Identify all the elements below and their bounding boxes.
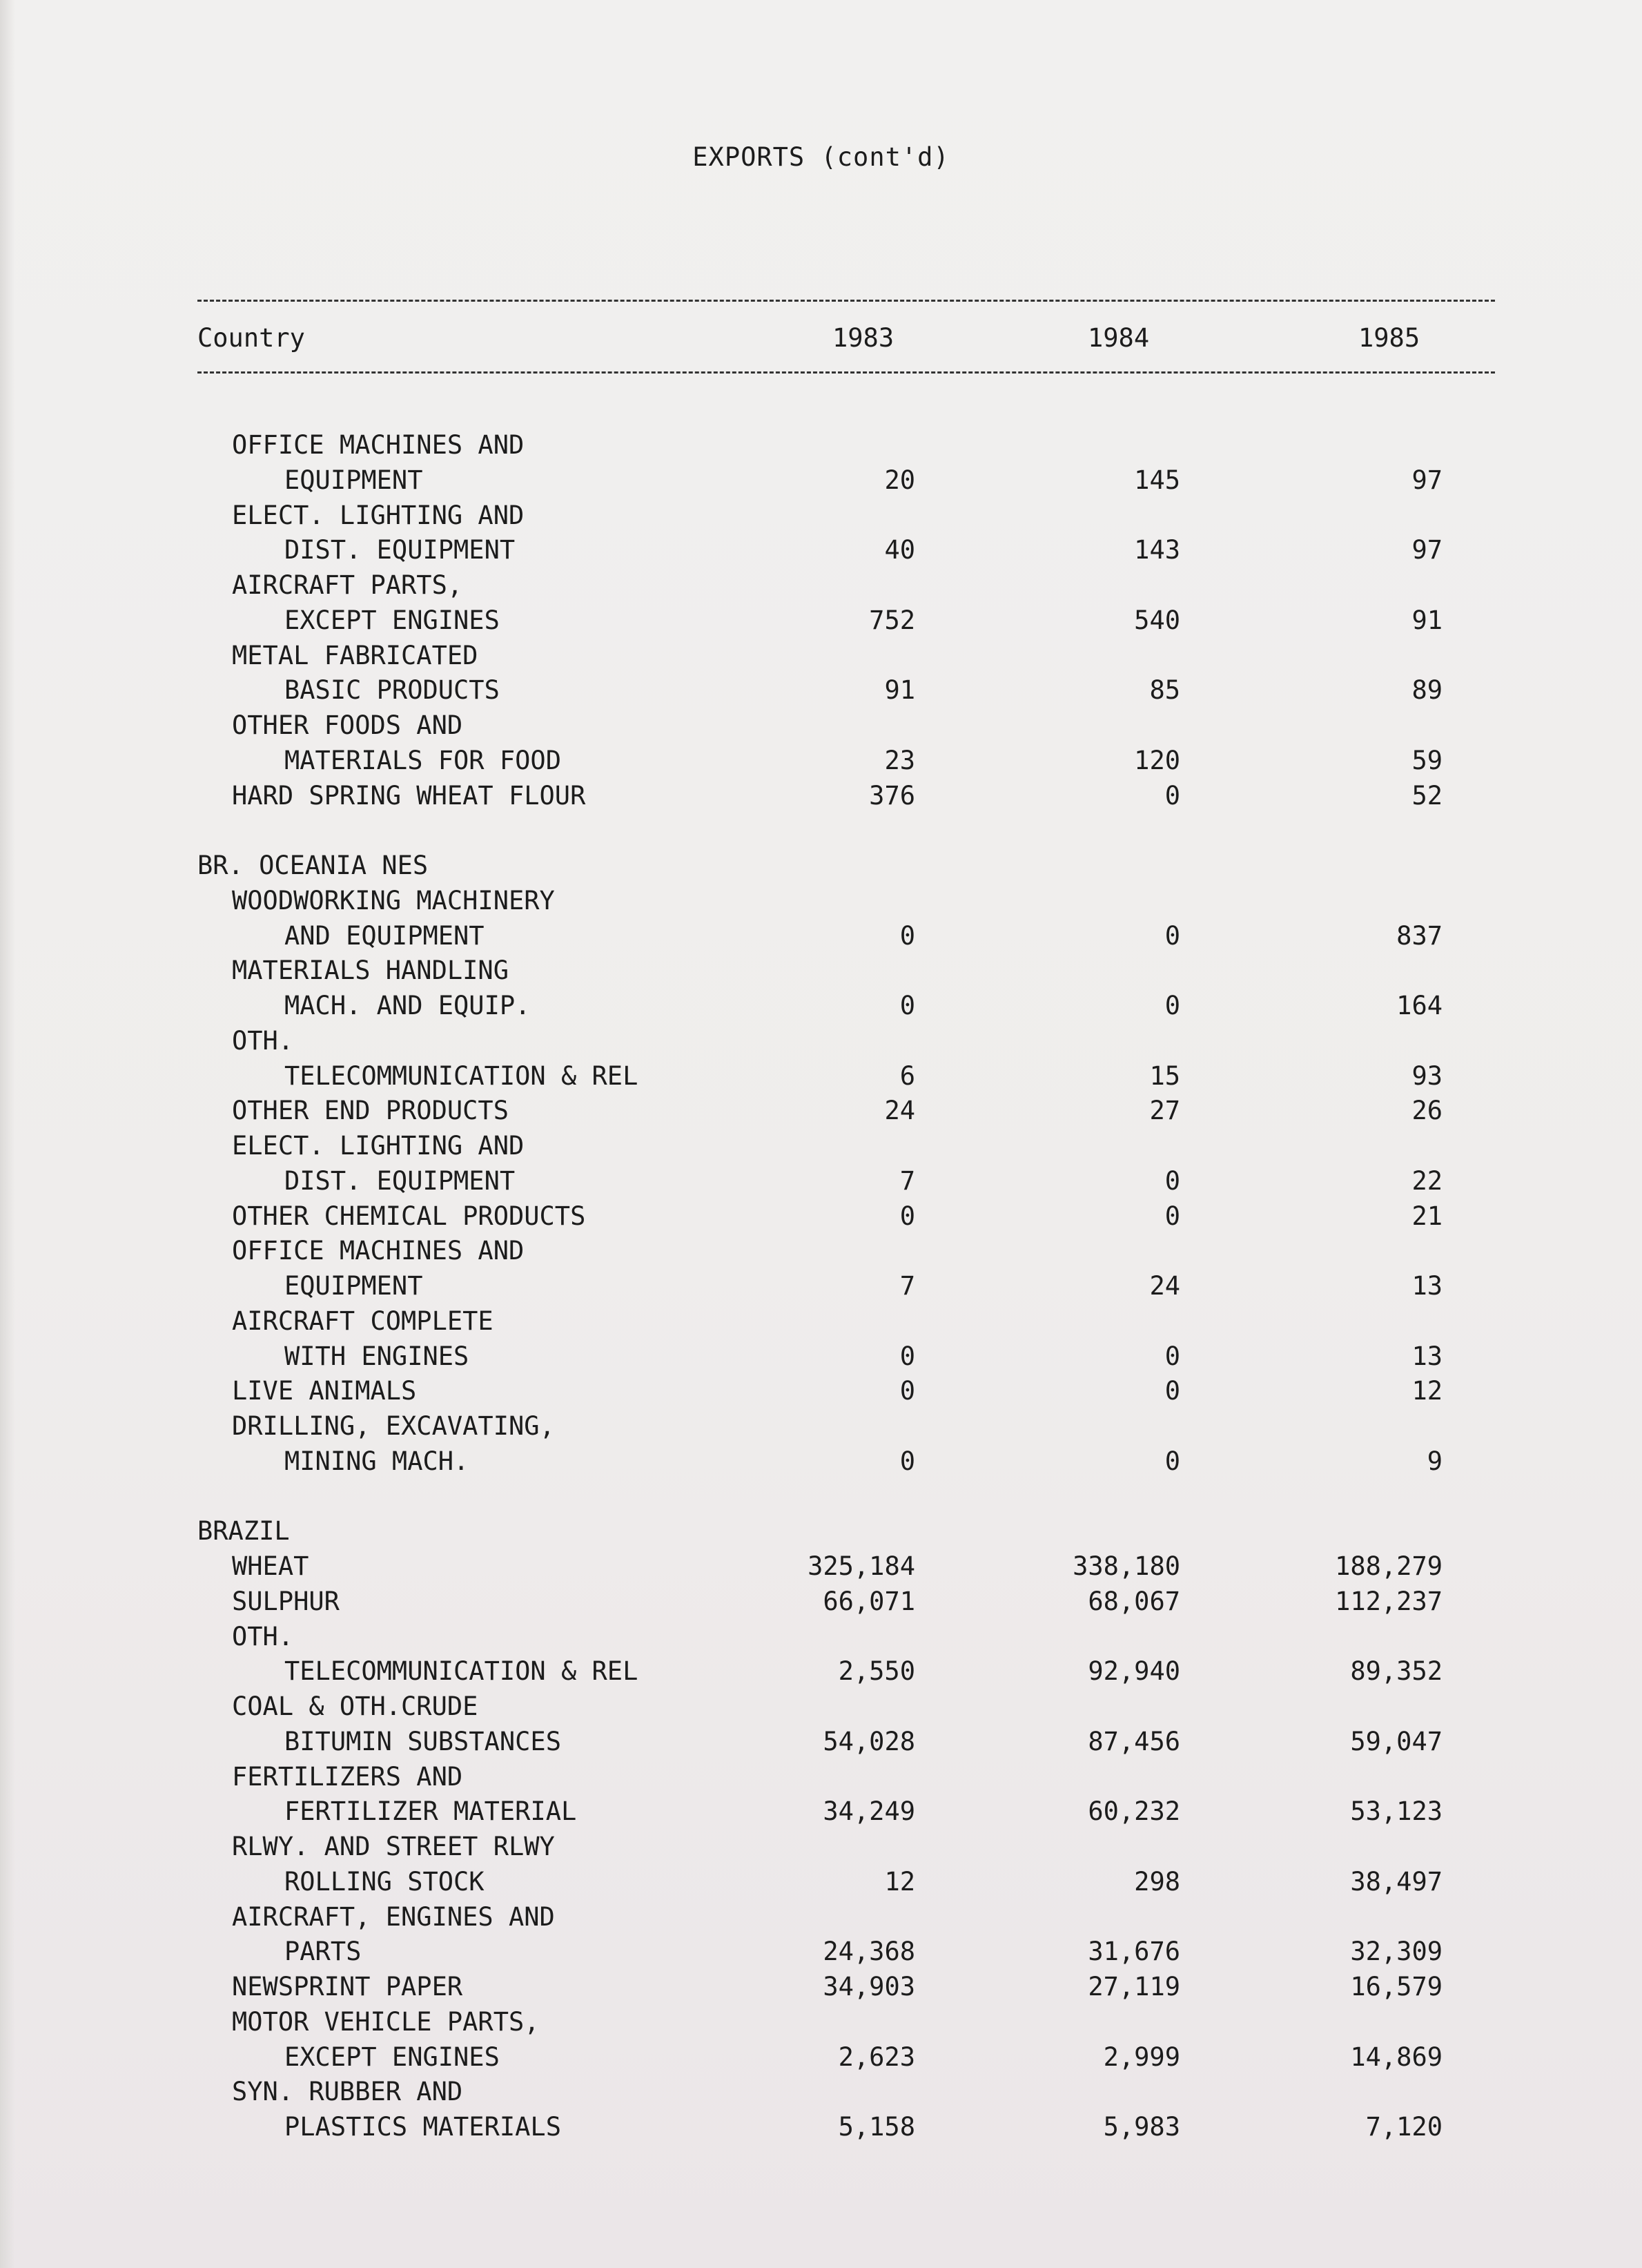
table-row xyxy=(197,1094,1495,1129)
value-1984: 0 xyxy=(1164,1376,1180,1406)
value-1984: 0 xyxy=(1164,920,1180,951)
value-1985: 164 xyxy=(1396,991,1443,1020)
table-row xyxy=(197,708,1495,744)
row-label: OTHER END PRODUCTS xyxy=(232,1096,509,1126)
row-label: DIST. EQUIPMENT xyxy=(284,1165,516,1196)
table-row xyxy=(197,2040,1495,2075)
table-row xyxy=(197,1024,1495,1059)
value-1983: 752 xyxy=(869,605,915,635)
table-row xyxy=(197,1339,1495,1375)
table-row xyxy=(197,1935,1495,1970)
value-1985: 52 xyxy=(1411,780,1443,811)
value-1984: 85 xyxy=(1149,675,1180,706)
value-1985: 837 xyxy=(1396,920,1443,951)
page-edge-shadow xyxy=(0,0,15,2268)
value-1985: 13 xyxy=(1411,1271,1443,1301)
column-header-1983: 1983 xyxy=(832,323,895,353)
value-1985: 59 xyxy=(1411,745,1443,775)
table-row xyxy=(197,884,1495,919)
row-label: OTH. xyxy=(232,1025,294,1056)
row-label: EQUIPMENT xyxy=(284,465,423,495)
row-label: TELECOMMUNICATION & REL xyxy=(284,1656,638,1687)
value-1984: 0 xyxy=(1164,1201,1180,1231)
value-1984: 298 xyxy=(1134,1866,1180,1897)
row-label: OTH. xyxy=(232,1621,294,1651)
value-1984: 0 xyxy=(1164,780,1180,811)
value-1983: 12 xyxy=(884,1866,915,1897)
value-1984: 0 xyxy=(1164,1341,1180,1371)
value-1984: 92,940 xyxy=(1088,1656,1180,1687)
row-label: SULPHUR xyxy=(232,1586,340,1616)
table-row xyxy=(197,428,1495,463)
page-title: EXPORTS (cont'd) xyxy=(692,142,950,172)
row-label: AND EQUIPMENT xyxy=(284,920,485,951)
row-label: RLWY. AND STREET RLWY xyxy=(232,1832,555,1861)
table-row xyxy=(197,2075,1495,2110)
value-1985: 91 xyxy=(1411,605,1443,635)
table-row xyxy=(197,639,1495,674)
header-bottom-rule xyxy=(197,371,1495,374)
table-row xyxy=(197,1549,1495,1584)
value-1985: 53,123 xyxy=(1350,1796,1443,1827)
header-top-rule xyxy=(197,300,1495,302)
table-row xyxy=(197,1725,1495,1760)
value-1983: 40 xyxy=(884,535,915,565)
value-1984: 68,067 xyxy=(1088,1586,1180,1616)
row-label: BR. OCEANIA NES xyxy=(197,851,429,880)
value-1984: 5,983 xyxy=(1103,2112,1180,2142)
table-row xyxy=(197,744,1495,779)
table-header xyxy=(197,323,1495,353)
value-1985: 22 xyxy=(1411,1165,1443,1196)
table-row xyxy=(197,1234,1495,1269)
table-row xyxy=(197,849,1495,884)
table-row xyxy=(197,1164,1495,1199)
value-1985: 32,309 xyxy=(1350,1937,1443,1967)
value-1984: 31,676 xyxy=(1088,1937,1180,1967)
table-row xyxy=(197,1304,1495,1339)
value-1983: 376 xyxy=(869,780,915,811)
row-label: AIRCRAFT, ENGINES AND xyxy=(232,1901,555,1932)
value-1983: 20 xyxy=(884,465,915,495)
table-row xyxy=(197,1865,1495,1900)
value-1983: 0 xyxy=(899,1376,915,1406)
value-1983: 0 xyxy=(899,991,915,1020)
table-row xyxy=(197,1620,1495,1655)
value-1983: 24 xyxy=(884,1096,915,1126)
row-label: LIVE ANIMALS xyxy=(232,1376,417,1406)
value-1984: 27 xyxy=(1149,1096,1180,1126)
value-1984: 338,180 xyxy=(1073,1551,1180,1581)
row-label: WOODWORKING MACHINERY xyxy=(232,885,555,915)
value-1984: 0 xyxy=(1164,991,1180,1020)
table-row xyxy=(197,603,1495,639)
value-1985: 97 xyxy=(1411,465,1443,495)
row-label: OFFICE MACHINES AND xyxy=(232,1236,525,1266)
table-row xyxy=(197,463,1495,498)
table-row xyxy=(197,1760,1495,1795)
row-label: METAL FABRICATED xyxy=(232,640,478,670)
value-1984: 120 xyxy=(1134,745,1180,775)
table-row xyxy=(197,2005,1495,2040)
row-label: MOTOR VEHICLE PARTS, xyxy=(232,2006,540,2037)
value-1983: 0 xyxy=(899,1341,915,1371)
row-label: MATERIALS FOR FOOD xyxy=(284,745,561,775)
value-1985: 93 xyxy=(1411,1060,1443,1091)
value-1984: 24 xyxy=(1149,1271,1180,1301)
value-1985: 12 xyxy=(1411,1376,1443,1406)
table-row xyxy=(197,953,1495,989)
value-1984: 0 xyxy=(1164,1446,1180,1476)
row-label: ROLLING STOCK xyxy=(284,1866,485,1897)
table-row xyxy=(197,1514,1495,1549)
table-row xyxy=(197,1480,1495,1515)
row-label: MATERIALS HANDLING xyxy=(232,956,509,986)
value-1985: 16,579 xyxy=(1350,1972,1443,2002)
value-1985: 97 xyxy=(1411,535,1443,565)
export-table-body xyxy=(197,428,1495,2145)
value-1983: 2,623 xyxy=(838,2042,915,2072)
table-row xyxy=(197,533,1495,568)
column-header-1984: 1984 xyxy=(1088,323,1150,353)
table-row xyxy=(197,673,1495,708)
value-1983: 0 xyxy=(899,1446,915,1476)
table-row xyxy=(197,1129,1495,1164)
value-1983: 7 xyxy=(899,1271,915,1301)
value-1983: 23 xyxy=(884,745,915,775)
row-label: AIRCRAFT PARTS, xyxy=(232,570,463,600)
value-1985: 13 xyxy=(1411,1341,1443,1371)
table-row xyxy=(197,1269,1495,1304)
value-1985: 9 xyxy=(1427,1446,1443,1476)
value-1985: 21 xyxy=(1411,1201,1443,1231)
table-row xyxy=(197,1374,1495,1409)
row-label: WHEAT xyxy=(232,1551,309,1581)
value-1985: 7,120 xyxy=(1365,2112,1443,2142)
table-row xyxy=(197,1584,1495,1620)
table-row xyxy=(197,919,1495,954)
table-row xyxy=(197,989,1495,1024)
value-1983: 24,368 xyxy=(823,1937,915,1967)
row-label: OTHER FOODS AND xyxy=(232,710,463,740)
row-label: PARTS xyxy=(284,1937,362,1967)
value-1984: 87,456 xyxy=(1088,1726,1180,1756)
row-label: WITH ENGINES xyxy=(284,1341,469,1371)
table-row xyxy=(197,498,1495,534)
row-label: AIRCRAFT COMPLETE xyxy=(232,1306,493,1336)
value-1984: 15 xyxy=(1149,1060,1180,1091)
row-label: COAL & OTH.CRUDE xyxy=(232,1692,478,1721)
table-row xyxy=(197,1794,1495,1830)
table-row xyxy=(197,1199,1495,1234)
value-1985: 112,237 xyxy=(1335,1586,1443,1616)
value-1983: 34,903 xyxy=(823,1972,915,2002)
value-1983: 6 xyxy=(899,1060,915,1091)
value-1983: 66,071 xyxy=(823,1586,915,1616)
table-row xyxy=(197,1970,1495,2005)
value-1985: 89,352 xyxy=(1350,1656,1443,1687)
row-label: ELECT. LIGHTING AND xyxy=(232,1131,525,1161)
row-label: BASIC PRODUCTS xyxy=(284,675,500,706)
table-row xyxy=(197,1689,1495,1725)
row-label: TELECOMMUNICATION & REL xyxy=(284,1060,638,1091)
table-row xyxy=(197,1059,1495,1094)
value-1983: 5,158 xyxy=(838,2112,915,2142)
value-1983: 91 xyxy=(884,675,915,706)
value-1984: 0 xyxy=(1164,1165,1180,1196)
row-label: DRILLING, EXCAVATING, xyxy=(232,1411,555,1441)
value-1983: 0 xyxy=(899,1201,915,1231)
table-row xyxy=(197,1654,1495,1689)
table-row xyxy=(197,779,1495,814)
value-1985: 188,279 xyxy=(1335,1551,1443,1581)
row-label: EQUIPMENT xyxy=(284,1271,423,1301)
row-label: FERTILIZERS AND xyxy=(232,1761,463,1792)
value-1984: 27,119 xyxy=(1088,1972,1180,2002)
value-1985: 59,047 xyxy=(1350,1726,1443,1756)
value-1984: 143 xyxy=(1134,535,1180,565)
value-1985: 38,497 xyxy=(1350,1866,1443,1897)
value-1984: 2,999 xyxy=(1103,2042,1180,2072)
row-label: OFFICE MACHINES AND xyxy=(232,430,525,460)
value-1985: 26 xyxy=(1411,1096,1443,1126)
table-row xyxy=(197,813,1495,849)
value-1984: 60,232 xyxy=(1088,1796,1180,1827)
table-row xyxy=(197,1409,1495,1444)
row-label: ELECT. LIGHTING AND xyxy=(232,500,525,530)
row-label: OTHER CHEMICAL PRODUCTS xyxy=(232,1201,586,1231)
row-label: MINING MACH. xyxy=(284,1446,469,1476)
value-1983: 2,550 xyxy=(838,1656,915,1687)
value-1983: 325,184 xyxy=(808,1551,915,1581)
row-label: PLASTICS MATERIALS xyxy=(284,2112,561,2142)
row-label: EXCEPT ENGINES xyxy=(284,2042,500,2072)
table-row xyxy=(197,1900,1495,1935)
table-row xyxy=(197,1830,1495,1865)
table-row xyxy=(197,1444,1495,1480)
row-label: EXCEPT ENGINES xyxy=(284,605,500,635)
table-row xyxy=(197,568,1495,603)
row-label: SYN. RUBBER AND xyxy=(232,2077,463,2107)
row-label: NEWSPRINT PAPER xyxy=(232,1972,463,2002)
value-1983: 0 xyxy=(899,920,915,951)
row-label: BRAZIL xyxy=(197,1516,290,1547)
value-1984: 145 xyxy=(1134,465,1180,495)
value-1985: 14,869 xyxy=(1350,2042,1443,2072)
value-1983: 34,249 xyxy=(823,1796,915,1827)
row-label: MACH. AND EQUIP. xyxy=(284,991,531,1020)
row-label: DIST. EQUIPMENT xyxy=(284,535,516,565)
column-header-1985: 1985 xyxy=(1358,323,1420,353)
row-label: HARD SPRING WHEAT FLOUR xyxy=(232,780,586,811)
row-label: BITUMIN SUBSTANCES xyxy=(284,1726,561,1756)
value-1983: 7 xyxy=(899,1165,915,1196)
value-1985: 89 xyxy=(1411,675,1443,706)
column-header-country: Country xyxy=(197,323,305,353)
value-1984: 540 xyxy=(1134,605,1180,635)
row-label: FERTILIZER MATERIAL xyxy=(284,1796,577,1827)
table-row xyxy=(197,2110,1495,2145)
value-1983: 54,028 xyxy=(823,1726,915,1756)
